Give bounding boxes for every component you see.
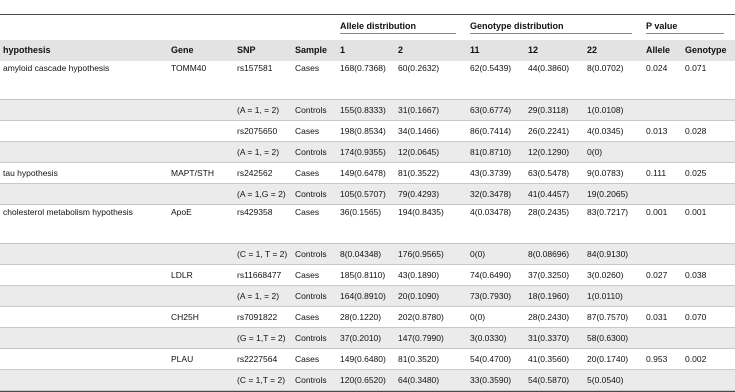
column-header: Sample bbox=[295, 45, 328, 55]
genotype-22-cell: 4(0.0345) bbox=[587, 126, 624, 136]
gene-cell: ApoE bbox=[171, 207, 192, 217]
allele-1-cell: 155(0.8333) bbox=[340, 105, 386, 115]
allele-2-cell: 64(0.3480) bbox=[398, 375, 440, 385]
genotype-12-cell: 63(0.5478) bbox=[528, 168, 570, 178]
genotype-11-cell: 54(0.4700) bbox=[470, 354, 512, 364]
header-spacer bbox=[0, 15, 337, 40]
p-allele-cell: 0.111 bbox=[646, 168, 667, 178]
allele-distribution-label: Allele distribution bbox=[340, 21, 456, 34]
allele-2-cell: 60(0.2632) bbox=[398, 62, 440, 73]
genotype-11-cell: 32(0.3478) bbox=[470, 189, 512, 199]
p-allele-cell bbox=[643, 244, 682, 265]
allele-distribution-header bbox=[337, 15, 467, 40]
column-header: 2 bbox=[398, 45, 404, 55]
allele-1-cell: 37(0.2010) bbox=[340, 333, 382, 343]
snp-cell: (A = 1, = 2) bbox=[237, 105, 280, 115]
table-row bbox=[0, 163, 735, 184]
genotype-12-cell: 44(0.3860) bbox=[528, 62, 570, 73]
snp-cell: rs2075650 bbox=[237, 126, 278, 136]
allele-2-cell: 31(0.1667) bbox=[398, 105, 440, 115]
p-allele-cell bbox=[643, 286, 682, 307]
genotype-12-cell: 18(0.1960) bbox=[528, 291, 570, 301]
hypothesis-cell bbox=[0, 100, 168, 121]
p-genotype-cell bbox=[682, 286, 735, 307]
genotype-22-cell: 58(0.6300) bbox=[587, 333, 629, 343]
genotype-distribution-label: Genotype distribution bbox=[470, 21, 632, 34]
p-genotype-cell: 0.028 bbox=[685, 126, 707, 136]
snp-cell: (A = 1,G = 2) bbox=[237, 189, 286, 199]
table-row bbox=[0, 142, 735, 163]
hypothesis-cell bbox=[0, 244, 168, 265]
hypothesis-cell bbox=[0, 121, 168, 142]
genotype-11-cell: 63(0.6774) bbox=[470, 105, 512, 115]
hypothesis-cell bbox=[0, 370, 168, 391]
p-genotype-cell: 0.002 bbox=[685, 354, 707, 364]
table-row bbox=[0, 121, 735, 142]
table-row bbox=[0, 244, 735, 265]
allele-2-cell: 34(0.1466) bbox=[398, 126, 440, 136]
allele-2-cell: 176(0.9565) bbox=[398, 249, 444, 259]
gene-cell bbox=[168, 100, 234, 121]
column-header: Allele bbox=[646, 45, 671, 55]
snp-cell: rs157581 bbox=[237, 62, 273, 73]
p-allele-cell bbox=[643, 142, 682, 163]
table-row bbox=[0, 328, 735, 349]
genotype-12-cell: 26(0.2241) bbox=[528, 126, 570, 136]
sample-cell: Cases bbox=[295, 312, 320, 322]
table-row bbox=[0, 286, 735, 307]
table-row bbox=[0, 349, 735, 370]
allele-1-cell: 36(0.1565) bbox=[340, 207, 382, 217]
table-row bbox=[0, 307, 735, 328]
genotype-12-cell: 37(0.3250) bbox=[528, 270, 570, 280]
p-genotype-cell: 0.001 bbox=[685, 207, 707, 217]
table-body bbox=[0, 61, 735, 391]
column-header: SNP bbox=[237, 45, 256, 55]
p-allele-cell: 0.001 bbox=[646, 207, 668, 217]
hypothesis-cell: amyloid cascade hypothesis bbox=[3, 62, 110, 73]
allele-1-cell: 28(0.1220) bbox=[340, 312, 382, 322]
hypothesis-cell bbox=[0, 286, 168, 307]
hypothesis-cell: cholesterol metabolism hypothesis bbox=[3, 207, 133, 217]
genotype-12-cell: 28(0.2435) bbox=[528, 207, 570, 217]
hypothesis-cell bbox=[0, 328, 168, 349]
gene-cell bbox=[168, 370, 234, 391]
genotype-22-cell: 9(0.0783) bbox=[587, 168, 624, 178]
gene-cell: LDLR bbox=[171, 270, 193, 280]
genotype-11-cell: 62(0.5439) bbox=[470, 62, 512, 73]
hypothesis-cell bbox=[0, 307, 168, 328]
allele-2-cell: 194(0.8435) bbox=[398, 207, 444, 217]
gene-cell: CH25H bbox=[171, 312, 199, 322]
genotype-12-cell: 12(0.1290) bbox=[528, 147, 570, 157]
genotype-22-cell: 0(0) bbox=[587, 147, 603, 157]
snp-cell: (G = 1,T = 2) bbox=[237, 333, 286, 343]
gene-cell bbox=[168, 328, 234, 349]
allele-1-cell: 174(0.9355) bbox=[340, 147, 386, 157]
genotype-22-cell: 84(0.9130) bbox=[587, 249, 629, 259]
column-header: 1 bbox=[340, 45, 346, 55]
allele-2-cell: 20(0.1090) bbox=[398, 291, 440, 301]
genotype-11-cell: 43(0.3739) bbox=[470, 168, 512, 178]
genotype-12-cell: 28(0.2430) bbox=[528, 312, 570, 322]
table-row bbox=[0, 100, 735, 121]
hypothesis-cell bbox=[0, 349, 168, 370]
column-header: 12 bbox=[528, 45, 539, 55]
genotype-22-cell: 3(0.0260) bbox=[587, 270, 624, 280]
allele-1-cell: 164(0.8910) bbox=[340, 291, 386, 301]
p-genotype-cell bbox=[682, 244, 735, 265]
allele-2-cell: 202(0.8780) bbox=[398, 312, 444, 322]
genotype-22-cell: 83(0.7217) bbox=[587, 207, 629, 217]
sample-cell: Controls bbox=[295, 249, 327, 259]
snp-cell: rs242562 bbox=[237, 168, 273, 178]
sample-cell: Cases bbox=[295, 354, 320, 364]
allele-1-cell: 149(0.6478) bbox=[340, 168, 386, 178]
allele-1-cell: 185(0.8110) bbox=[340, 270, 386, 280]
allele-2-cell: 79(0.4293) bbox=[398, 189, 440, 199]
snp-cell: (C = 1,T = 2) bbox=[237, 375, 286, 385]
hypothesis-cell bbox=[0, 142, 168, 163]
p-genotype-cell bbox=[682, 370, 735, 391]
snp-cell: rs429358 bbox=[237, 207, 273, 217]
allele-1-cell: 120(0.6520) bbox=[340, 375, 386, 385]
genotype-22-cell: 1(0.0110) bbox=[587, 291, 623, 301]
column-header: Genotype bbox=[685, 45, 727, 55]
genotype-11-cell: 33(0.3590) bbox=[470, 375, 512, 385]
genotype-12-cell: 54(0.5870) bbox=[528, 375, 570, 385]
column-header-row bbox=[0, 40, 735, 61]
genotype-12-cell: 41(0.3560) bbox=[528, 354, 570, 364]
hypothesis-cell bbox=[0, 184, 168, 205]
genotype-11-cell: 86(0.7414) bbox=[470, 126, 512, 136]
p-allele-cell: 0.024 bbox=[646, 62, 668, 73]
genotype-11-cell: 4(0.03478) bbox=[470, 207, 512, 217]
table-row bbox=[0, 61, 735, 100]
allele-1-cell: 8(0.04348) bbox=[340, 249, 382, 259]
p-allele-cell: 0.953 bbox=[646, 354, 668, 364]
allele-2-cell: 147(0.7990) bbox=[398, 333, 444, 343]
genotype-12-cell: 31(0.3370) bbox=[528, 333, 570, 343]
p-genotype-cell bbox=[682, 184, 735, 205]
snp-cell: (A = 1, = 2) bbox=[237, 147, 280, 157]
genotype-22-cell: 8(0.0702) bbox=[587, 62, 624, 73]
hypothesis-cell: tau hypothesis bbox=[3, 168, 58, 178]
genotype-11-cell: 74(0.6490) bbox=[470, 270, 512, 280]
p-genotype-cell bbox=[682, 100, 735, 121]
gene-cell bbox=[168, 142, 234, 163]
p-allele-cell: 0.031 bbox=[646, 312, 668, 322]
gene-cell: PLAU bbox=[171, 354, 194, 364]
snp-cell: (A = 1, = 2) bbox=[237, 291, 280, 301]
p-allele-cell bbox=[643, 184, 682, 205]
table-row bbox=[0, 184, 735, 205]
gene-cell bbox=[168, 244, 234, 265]
genotype-22-cell: 5(0.0540) bbox=[587, 375, 624, 385]
p-allele-cell bbox=[643, 370, 682, 391]
p-genotype-cell: 0.070 bbox=[685, 312, 707, 322]
column-header: Gene bbox=[171, 45, 194, 55]
genotype-distribution-header bbox=[467, 15, 643, 40]
allele-2-cell: 81(0.3522) bbox=[398, 168, 440, 178]
sample-cell: Controls bbox=[295, 105, 327, 115]
genotype-11-cell: 0(0) bbox=[470, 312, 486, 322]
allele-2-cell: 12(0.0645) bbox=[398, 147, 440, 157]
genotype-12-cell: 8(0.08696) bbox=[528, 249, 570, 259]
table-header bbox=[0, 15, 735, 61]
p-genotype-cell: 0.038 bbox=[685, 270, 707, 280]
genotype-22-cell: 1(0.0108) bbox=[587, 105, 624, 115]
p-genotype-cell: 0.025 bbox=[685, 168, 707, 178]
column-header: 11 bbox=[470, 45, 480, 55]
p-allele-cell bbox=[643, 100, 682, 121]
gene-cell bbox=[168, 121, 234, 142]
hypothesis-cell bbox=[0, 265, 168, 286]
table-row bbox=[0, 265, 735, 286]
genotype-11-cell: 81(0.8710) bbox=[470, 147, 512, 157]
table-row bbox=[0, 370, 735, 391]
p-allele-cell: 0.013 bbox=[646, 126, 668, 136]
sample-cell: Cases bbox=[295, 270, 320, 280]
genotype-22-cell: 87(0.7570) bbox=[587, 312, 629, 322]
group-header-row bbox=[0, 15, 735, 40]
allele-1-cell: 149(0.6480) bbox=[340, 354, 386, 364]
genotype-22-cell: 19(0.2065) bbox=[587, 189, 629, 199]
sample-cell: Cases bbox=[295, 126, 320, 136]
p-genotype-cell bbox=[682, 328, 735, 349]
snp-cell: rs11668477 bbox=[237, 270, 282, 280]
sample-cell: Controls bbox=[295, 147, 327, 157]
gene-cell bbox=[168, 286, 234, 307]
sample-cell: Controls bbox=[295, 375, 327, 385]
snp-cell: (C = 1, T = 2) bbox=[237, 249, 288, 259]
gene-cell: MAPT/STH bbox=[171, 168, 214, 178]
p-allele-cell: 0.027 bbox=[646, 270, 668, 280]
allele-1-cell: 105(0.5707) bbox=[340, 189, 386, 199]
p-allele-cell bbox=[643, 328, 682, 349]
p-genotype-cell bbox=[682, 142, 735, 163]
allele-2-cell: 43(0.1890) bbox=[398, 270, 440, 280]
gene-cell bbox=[168, 184, 234, 205]
genotype-11-cell: 73(0.7930) bbox=[470, 291, 512, 301]
sample-cell: Cases bbox=[295, 62, 320, 73]
genotype-11-cell: 0(0) bbox=[470, 249, 486, 259]
column-header: hypothesis bbox=[3, 45, 51, 55]
snp-cell: rs7091822 bbox=[237, 312, 278, 322]
sample-cell: Controls bbox=[295, 333, 327, 343]
allele-2-cell: 81(0.3520) bbox=[398, 354, 440, 364]
p-value-label: P value bbox=[646, 21, 724, 34]
p-genotype-cell: 0.071 bbox=[685, 62, 707, 73]
genotype-22-cell: 20(0.1740) bbox=[587, 354, 629, 364]
genotype-12-cell: 29(0.3118) bbox=[528, 105, 569, 115]
genetic-association-table bbox=[0, 14, 735, 391]
p-value-header bbox=[643, 15, 735, 40]
allele-1-cell: 168(0.7368) bbox=[340, 62, 386, 73]
snp-cell: rs2227564 bbox=[237, 354, 278, 364]
sample-cell: Cases bbox=[295, 207, 320, 217]
column-header: 22 bbox=[587, 45, 598, 55]
sample-cell: Controls bbox=[295, 291, 327, 301]
genotype-12-cell: 41(0.4457) bbox=[528, 189, 570, 199]
genotype-11-cell: 3(0.0330) bbox=[470, 333, 507, 343]
gene-cell: TOMM40 bbox=[171, 62, 207, 73]
sample-cell: Controls bbox=[295, 189, 327, 199]
table-row bbox=[0, 205, 735, 244]
allele-1-cell: 198(0.8534) bbox=[340, 126, 386, 136]
sample-cell: Cases bbox=[295, 168, 320, 178]
